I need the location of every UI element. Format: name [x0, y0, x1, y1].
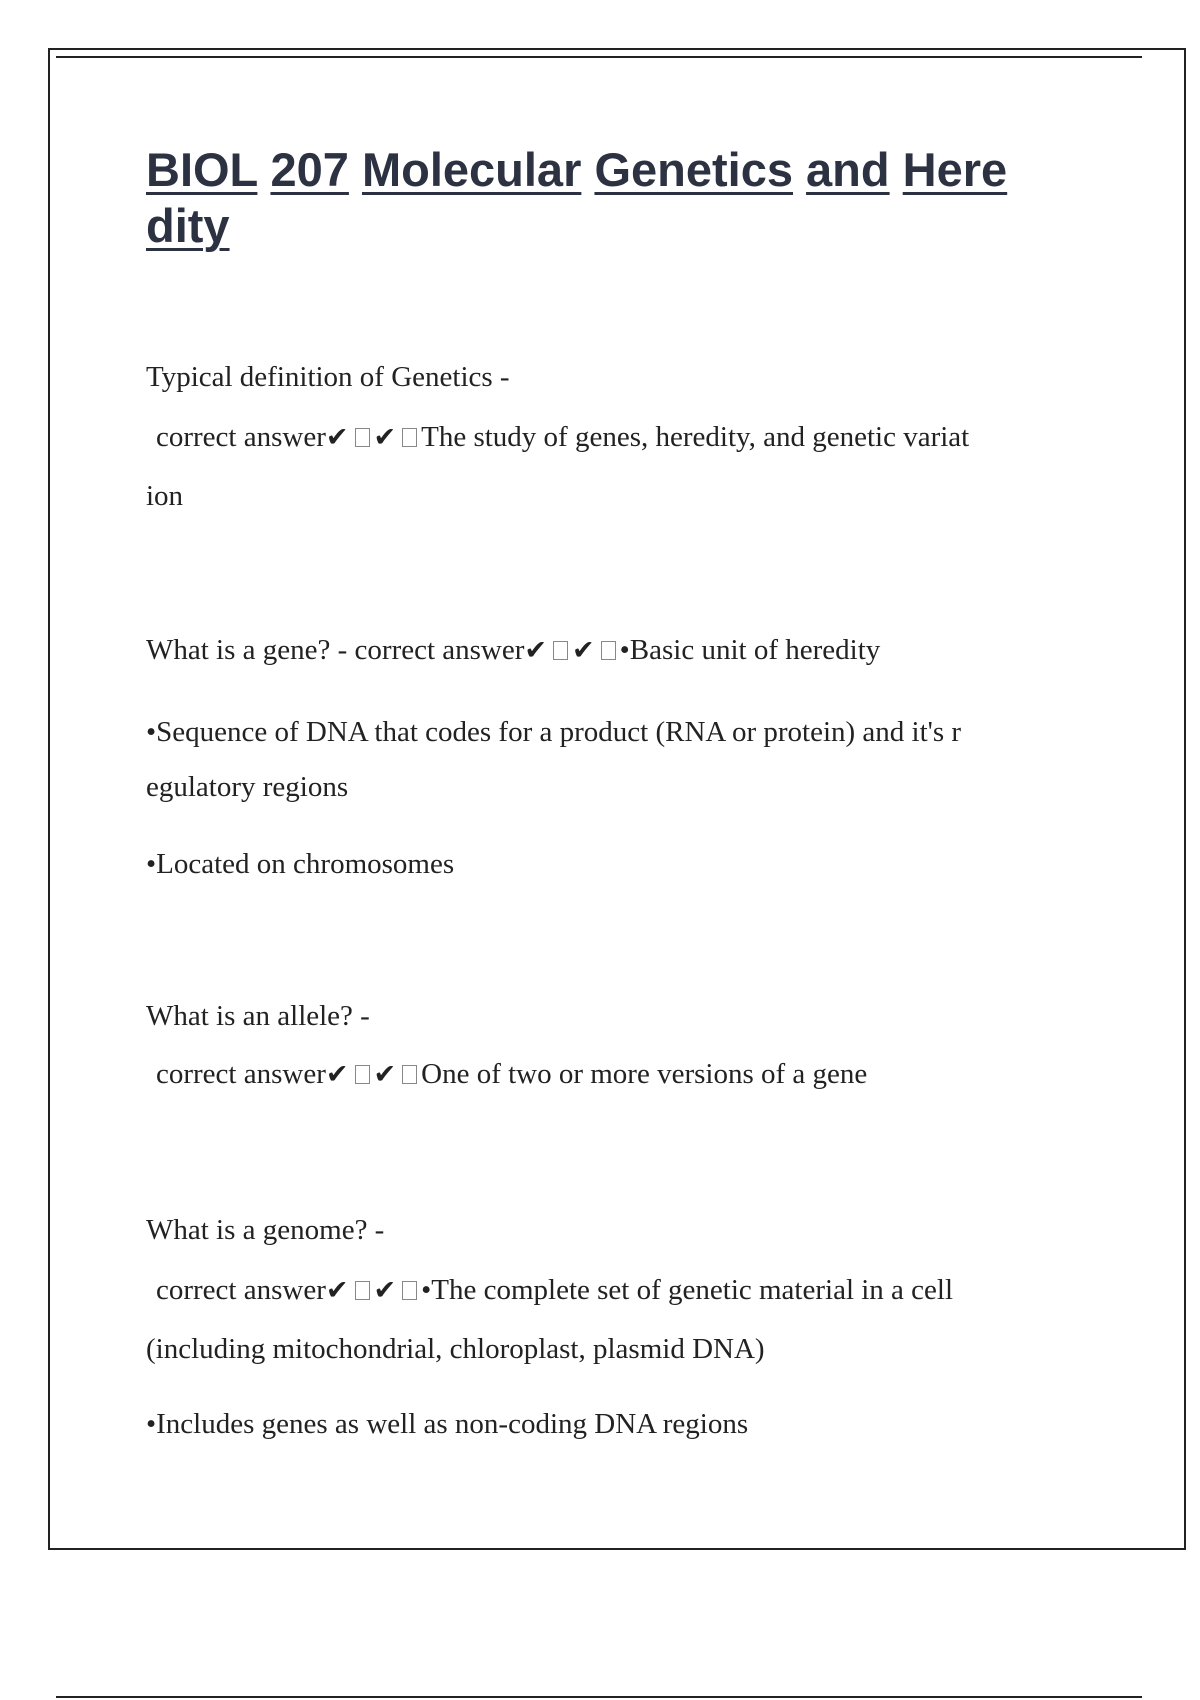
check-icon: ✔ [572, 635, 595, 666]
answer-allele [146, 1058, 867, 1091]
answer-label: correct answer [156, 1274, 326, 1306]
box-icon [355, 1281, 370, 1300]
check-icon: ✔ [524, 635, 548, 666]
title-line-2 [146, 198, 1076, 254]
answer-genome [146, 1274, 953, 1307]
check-icon: ✔ [325, 1275, 349, 1306]
title-word: Genetics [594, 143, 793, 196]
answer-genome-cont: (including mitochondrial, chloroplast, plasmid DNA) [146, 1333, 765, 1365]
box-icon [355, 428, 370, 447]
footer-rule [56, 1696, 1142, 1698]
gene-bullet-location: •Located on chromosomes [146, 848, 455, 880]
check-icon: ✔ [373, 1059, 397, 1090]
question-genetics: Typical definition of Genetics - [146, 361, 510, 393]
question-genome: What is a genome? - [146, 1214, 385, 1246]
answer-genetics-cont: ion [146, 480, 184, 512]
box-icon [601, 641, 616, 660]
gene-bullet-sequence: •Sequence of DNA that codes for a product (RNA or protein) and it's r [146, 716, 962, 748]
title-word: Here [902, 143, 1008, 196]
title-word: and [806, 143, 890, 196]
genome-bullet-noncoding: •Includes genes as well as non-coding DNA regions [146, 1408, 749, 1440]
question-text: What is a gene? - correct answer [146, 634, 525, 666]
box-icon [355, 1065, 370, 1084]
answer-label: correct answer [156, 1058, 326, 1090]
answer-genetics [146, 421, 969, 454]
answer-text: •The complete set of genetic material in a cell [421, 1274, 954, 1306]
answer-text: The study of genes, heredity, and genetic variat [421, 421, 970, 453]
check-icon: ✔ [373, 1275, 397, 1306]
question-allele: What is an allele? - [146, 1000, 370, 1032]
box-icon [402, 1065, 417, 1084]
question-gene [146, 634, 880, 667]
box-icon [402, 1281, 417, 1300]
title-word: BIOL [146, 143, 258, 196]
check-icon: ✔ [325, 1059, 349, 1090]
box-icon [553, 641, 568, 660]
box-icon [402, 428, 417, 447]
title-line-1 [146, 142, 1076, 198]
answer-text: •Basic unit of heredity [619, 634, 881, 666]
title-word: 207 [270, 143, 349, 196]
check-icon: ✔ [373, 422, 397, 453]
gene-bullet-sequence-cont: egulatory regions [146, 771, 349, 803]
title-word: Molecular [361, 143, 582, 196]
title-word: dity [146, 199, 230, 252]
answer-text: One of two or more versions of a gene [421, 1058, 868, 1090]
check-icon: ✔ [325, 422, 349, 453]
answer-label: correct answer [156, 421, 326, 453]
document-title [146, 142, 1076, 254]
